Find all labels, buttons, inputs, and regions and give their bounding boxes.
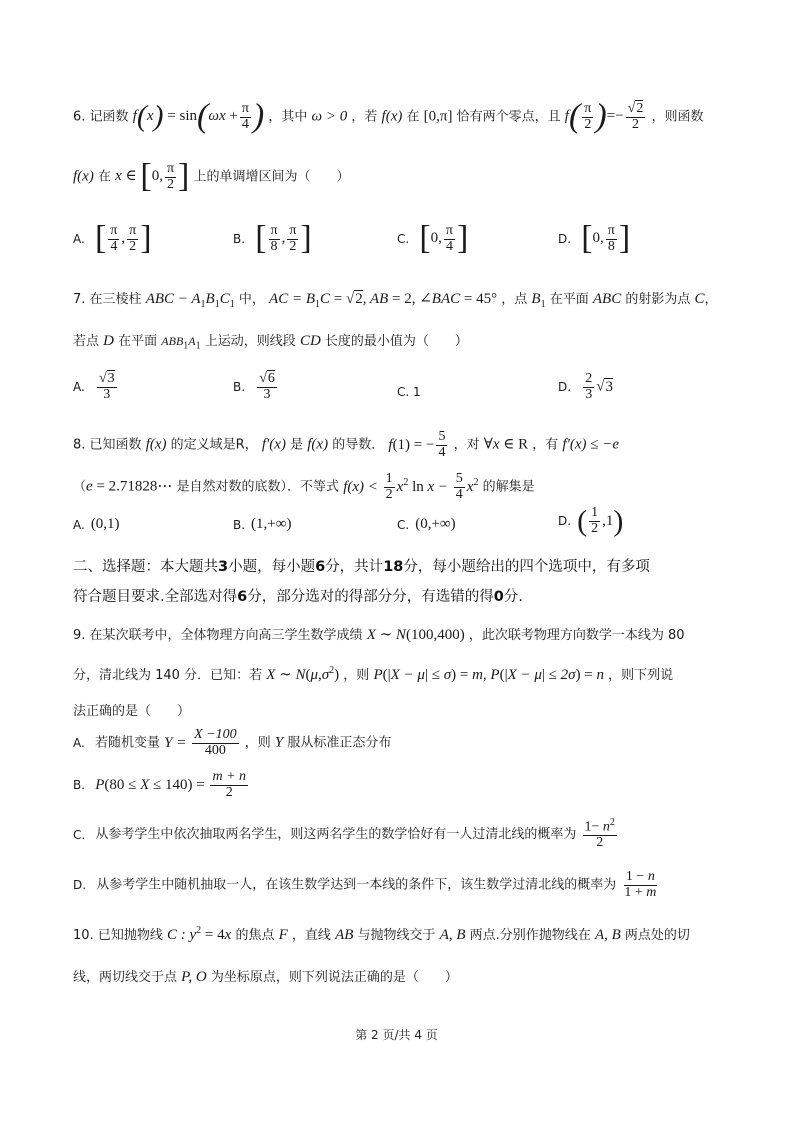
q9-line1: 9. 在某次联考中，全体物理方向高三学生数学成绩 X ∼ N(100,400) ，此次联考物理方向数学一本线为 80 bbox=[73, 627, 685, 643]
q6-line2: f(x) 在 x ∈ [0, $\frac{\pi}{2}$ ] 上的单调增区间为（ ） bbox=[73, 158, 350, 195]
q8-line1: 8. 已知函数 f(x) 的定义域是R， f′(x) 是 f(x) 的导数． f(1) = − $\frac{5}{4}$ ，对 ∀x ∈ R ，有 f′(x) ≤ −e bbox=[73, 429, 620, 460]
q9-option-a: A. 若随机变量 Y = $\frac{X -100}{400}$ ，则 Y 服从标准正态分布 bbox=[73, 727, 392, 758]
q9-line3: 法正确的是（ ） bbox=[73, 704, 191, 719]
q7-line1: 7. 在三棱柱 ABC − $A_1B_1C_1$ 中， AC = $B_1C = √2$, AB = 2, ∠BAC = 45° ，点 $B_1$ 在平面 ABC 的射影为点 C， bbox=[73, 291, 718, 310]
q8-option-a: A. (0,1) bbox=[73, 516, 120, 532]
q7-option-b: B. $\frac{√6}{3}$ bbox=[233, 371, 275, 402]
q7-option-d: D. $\frac{2}{3}$ √3 bbox=[558, 371, 613, 402]
q7-option-a: A. $\frac{√3}{3}$ bbox=[73, 371, 115, 402]
q8-line2: （e = 2.71828⋯ 是自然对数的底数）．不等式 f(x) < $\frac{1}{2}$ $x^2$ ln x − $\frac{5}{4}$ $x^2$ 的解集是 bbox=[73, 471, 535, 502]
q10-line2: 线，两切线交于点 P, O 为坐标原点，则下列说法正确的是（ ） bbox=[73, 969, 458, 985]
q9-option-c: C. 从参考学生中依次抽取两名学生，则这两名学生的数学恰好有一人过清北线的概率为 $\frac{1- n^2}{2}$ bbox=[73, 817, 615, 851]
q7-line2: 若点 D 在平面 $ABB_1A_1$ 上运动，则线段 CD 长度的最小值为（ ） bbox=[73, 333, 468, 352]
q6-line1: 6. 记函数 f(x) = sin(ωx + $\frac{\pi}{4}$ ) ，其中 ω > 0 ，若 f(x) 在 [0,π] 恰有两个零点，且 f( $\frac{\pi}{2}$ )=− $\frac{√2}{2}$ ，则函数 bbox=[73, 98, 704, 135]
q9-option-d: D. 从参考学生中随机抽取一人，在该生数学达到一本线的条件下，该生数学过清北线的概率为 $\frac{1 - n}{1 + m}$ bbox=[73, 869, 657, 900]
section2-line1: 二、选择题：本大题共3小题，每小题6分，共计18分，每小题给出的四个选项中，有多项 bbox=[73, 559, 650, 575]
q8-option-d: D. ( $\frac{1}{2}$ ,1) bbox=[558, 504, 624, 538]
q8-option-c: C. (0,+∞) bbox=[397, 516, 456, 532]
q6-option-c: C. [0, $\frac{\pi}{4}$ ] bbox=[397, 220, 469, 257]
q6-option-d: D. [0, $\frac{\pi}{8}$ ] bbox=[558, 220, 631, 257]
q9-line2: 分，清北线为 140 分．已知：若 X ∼ $N(\mu,\sigma^2)$ ，则 P(|X − μ| ≤ σ) = m, P(|X − μ| ≤ 2σ) = n ，则下列说 bbox=[73, 665, 674, 683]
q6-option-a: A. [ $\frac{\pi}{4}$ , $\frac{\pi}{2}$ ] bbox=[73, 220, 152, 257]
section2-line2: 符合题目要求.全部选对得6分，部分选对的得部分分，有选错的得0分. bbox=[73, 589, 523, 605]
q7-option-c: C. 1 bbox=[397, 384, 421, 399]
q6-option-b: B. [ $\frac{\pi}{8}$ , $\frac{\pi}{2}$ ] bbox=[233, 220, 312, 257]
q10-line1: 10. 已知抛物线 C : $y^2 = 4x$ 的焦点 F ，直线 AB 与抛物线交于 A, B 两点.分别作抛物线在 A, B 两点处的切 bbox=[73, 925, 690, 943]
q9-option-b: B. P(80 ≤ X ≤ 140) = $\frac{m + n}{2}$ bbox=[73, 769, 247, 800]
q8-option-b: B. (1,+∞) bbox=[233, 516, 292, 532]
page-footer: 第 2 页/共 4 页 bbox=[355, 1028, 438, 1042]
q6-function: f(x) = sin(ωx + $\frac{\pi}{4}$ ) bbox=[132, 98, 265, 135]
